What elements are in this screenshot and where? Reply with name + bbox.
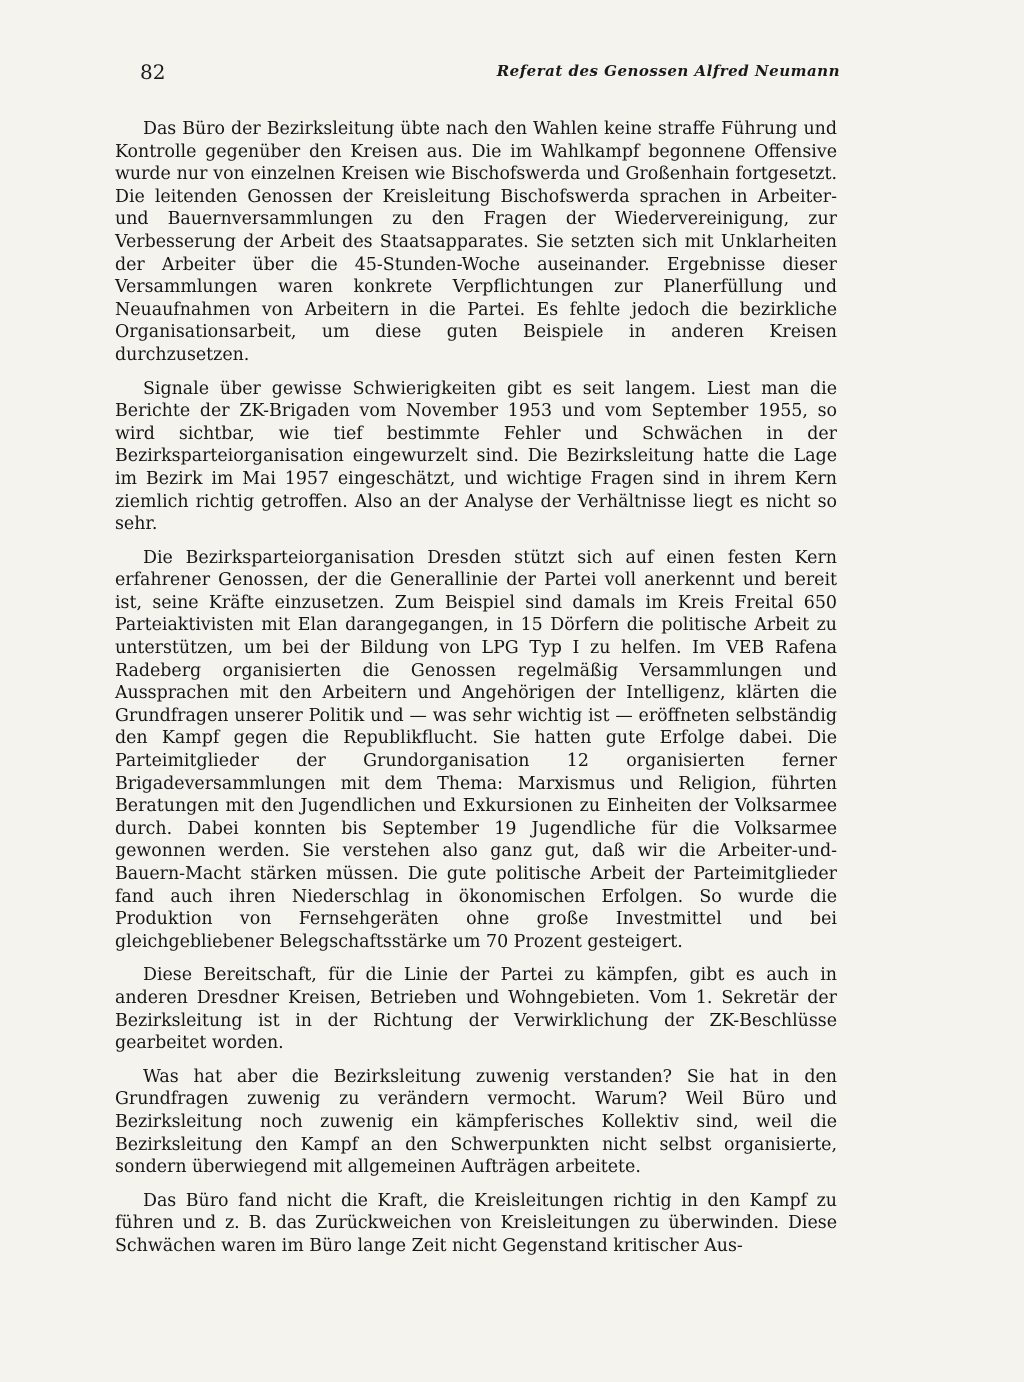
page-number: 82	[140, 60, 166, 84]
paragraph: Signale über gewisse Schwierigkeiten gibt es seit langem. Liest man die Berichte der ZK-Brigaden vom November 1953 und vom September 1955, so wird sichtbar, wie tief bestimmte Fehler und Schwächen in der Bezirksparteiorganisation eingewurzelt sind. Die Bezirksleitung hatte die Lage im Bezirk im Mai 1957 eingeschätzt, und wichtige Fragen sind in ihrem Kern ziemlich richtig getroffen. Also an der Analyse der Verhältnisse liegt es nicht so sehr.	[115, 378, 837, 535]
paragraph: Das Büro fand nicht die Kraft, die Kreisleitungen richtig in den Kampf zu führen und z. B. das Zurückweichen von Kreisleitungen zu überwinden. Diese Schwächen waren im Büro lange Zeit nicht Gegenstand kritischer Aus-	[115, 1190, 837, 1256]
paragraph: Diese Bereitschaft, für die Linie der Partei zu kämpfen, gibt es auch in anderen Dresdner Kreisen, Betrieben und Wohngebieten. Vom 1. Sekretär der Bezirksleitung ist in der Richtung der Verwirklichung der ZK-Beschlüsse gearbeitet worden.	[115, 965, 837, 1054]
paragraph: Was hat aber die Bezirksleitung zuwenig verstanden? Sie hat in den Grundfragen zuwenig zu verändern vermocht. Warum? Weil Büro und Bezirksleitung noch zuwenig ein kämpferisches Kollektiv sind, weil die Bezirksleitung den Kampf an den Schwerpunkten nicht selbst organisierte, sondern überwiegend mit allgemeinen Aufträgen arbeitete.	[115, 1066, 837, 1178]
paragraph: Das Büro der Bezirksleitung übte nach den Wahlen keine straffe Führung und Kontrolle gegenüber den Kreisen aus. Die im Wahlkampf begonnene Offensive wurde nur von einzelnen Kreisen wie Bischofswerda und Großenhain fortgesetzt. Die leitenden Genossen der Kreisleitung Bischofswerda sprachen in Arbeiter- und Bauernversammlungen zu den Fragen der Wiedervereinigung, zur Verbesserung der Arbeit des Staatsapparates. Sie setzten sich mit Unklarheiten der Arbeiter über die 45-Stunden-Woche auseinander. Ergebnisse dieser Versammlungen waren konkrete Verpflichtungen zur Planerfüllung und Neuaufnahmen von Arbeitern in die Partei. Es fehlte jedoch die bezirkliche Organisationsarbeit, um diese guten Beispiele in anderen Kreisen durchzusetzen.	[115, 119, 837, 365]
body-text	[115, 118, 837, 1258]
paragraph: Die Bezirksparteiorganisation Dresden stützt sich auf einen festen Kern erfahrener Genossen, der die Generallinie der Partei voll anerkennt und bereit ist, seine Kräfte einzusetzen. Zum Beispiel sind damals im Kreis Freital 650 Parteiaktivisten mit Elan darangegangen, in 15 Dörfern die politische Arbeit zu unterstützen, um bei der Bildung von LPG Typ I zu helfen. Im VEB Rafena Radeberg organisierten die Genossen regelmäßig Versammlungen und Aussprachen mit den Arbeitern und Angehörigen der Intelligenz, klärten die Grundfragen unserer Politik und — was sehr wichtig ist — eröffneten selbständig den Kampf gegen die Republikflucht. Sie hatten gute Erfolge dabei. Die Parteimitglieder der Grundorganisation 12 organisierten ferner Brigadeversammlungen mit dem Thema: Marxismus und Religion, führten Beratungen mit den Jugendlichen und Exkursionen zu Einheiten der Volksarmee durch. Dabei konnten bis September 19 Jugendliche für die Volksarmee gewonnen werden. Sie verstehen also ganz gut, daß wir die Arbeiter-und-Bauern-Macht stärken müssen. Die gute politische Arbeit der Parteimitglieder fand auch ihren Niederschlag in ökonomischen Erfolgen. So wurde die Produktion von Fernsehgeräten ohne große Investmittel und bei gleichgebliebener Belegschaftsstärke um 70 Prozent gesteigert.	[115, 547, 837, 952]
page-header	[140, 60, 840, 90]
running-title: Referat des Genossen Alfred Neumann	[496, 62, 840, 80]
